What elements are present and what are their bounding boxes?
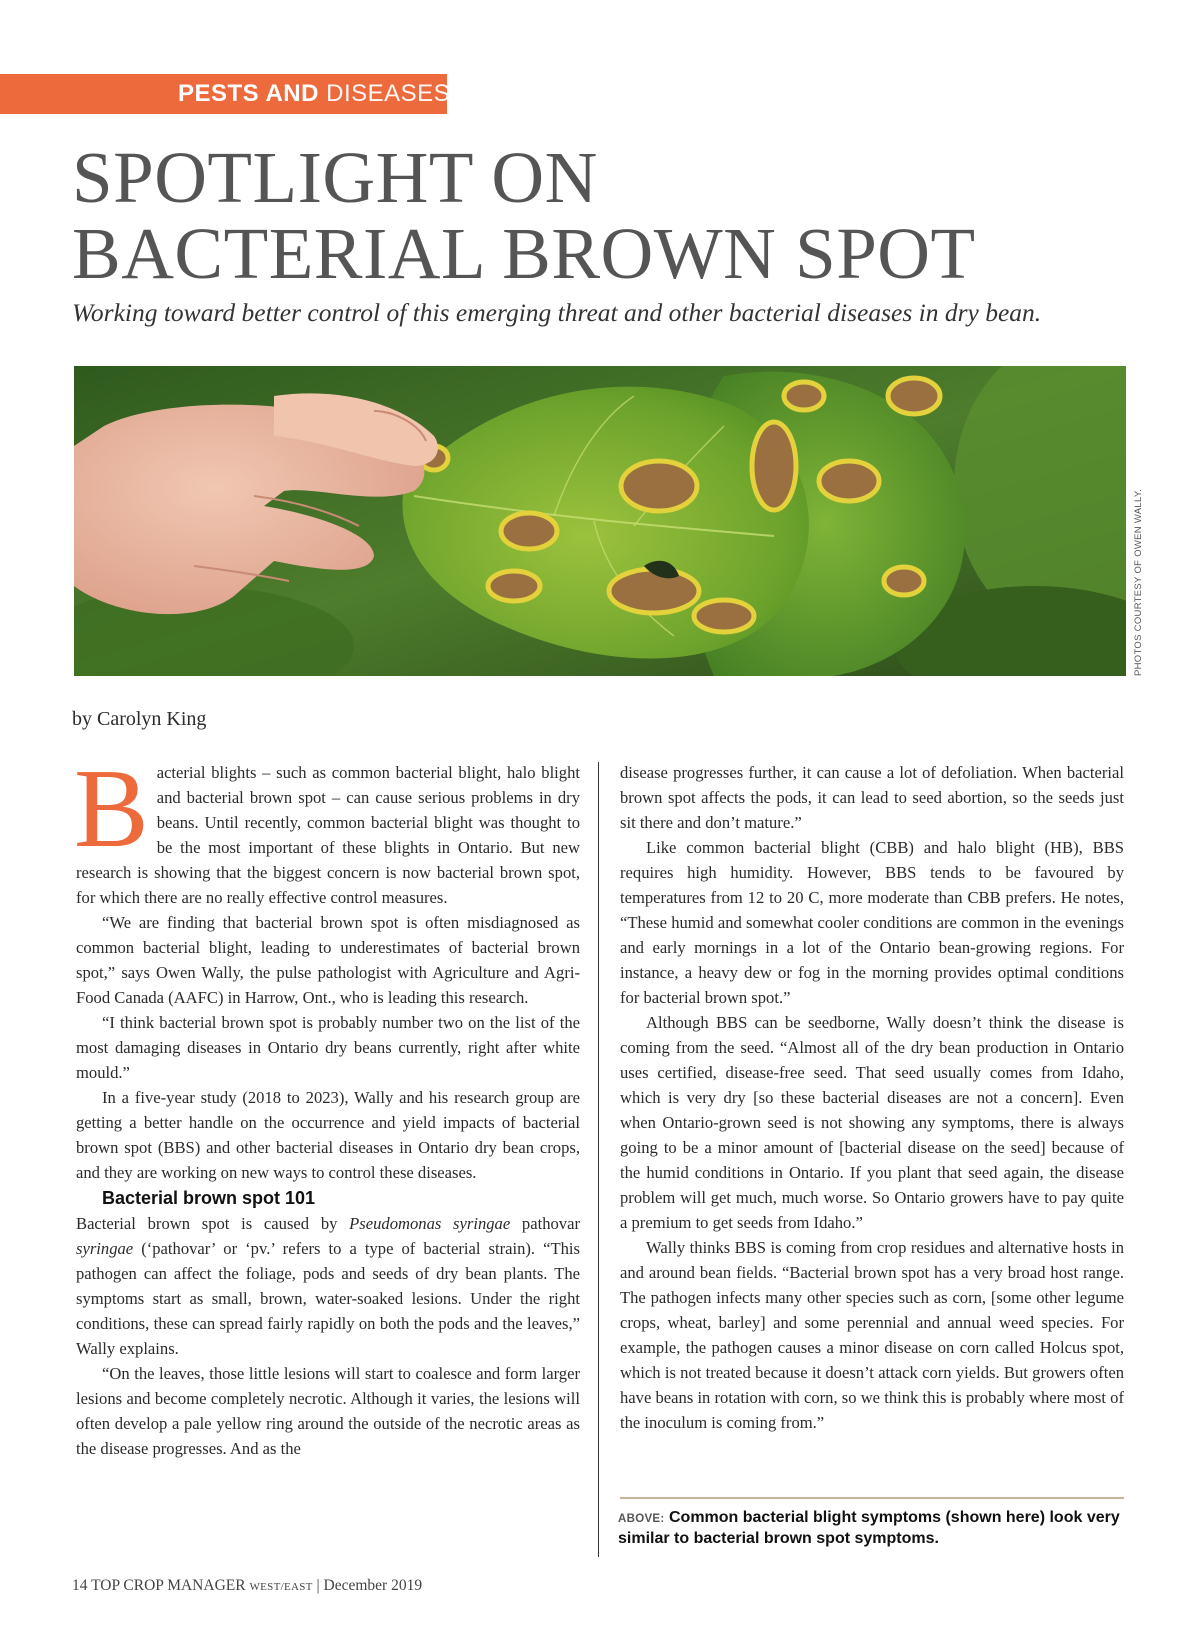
- paragraph-text: pathovar: [510, 1214, 580, 1233]
- paragraph: “We are finding that bacterial brown spot is often misdiagnosed as common bacterial blight, leading to underestimates of bacterial brown spot,” says Owen Wally, the pulse pathologist with Agriculture and Agri-Food Canada (AAFC) in Harrow, Ont., who is leading this research.: [76, 913, 580, 1007]
- page-number: 14: [72, 1577, 88, 1594]
- caption-label: ABOVE:: [618, 1513, 665, 1525]
- photo-credit: PHOTOS COURTESY OF OWEN WALLY.: [1133, 488, 1144, 676]
- section-label-light: DISEASES: [326, 80, 451, 107]
- article-title: [72, 137, 976, 294]
- section-label-bold: PESTS AND: [178, 80, 319, 107]
- article-title-line-2: BACTERIAL BROWN SPOT: [72, 213, 976, 294]
- pathovar-name: syringae: [76, 1239, 134, 1258]
- paragraph: Although BBS can be seedborne, Wally doesn’t think the disease is coming from the seed. “Almost all of the dry bean production in Ontario uses certified, disease-free seed. That seed usually comes from Idaho, which is very dry [so these bacterial diseases are not a concern]. Even when Ontario-grown seed is not showing any symptoms, there is always going to be a minor amount of [bacterial disease on the seed] because of the humid conditions in Ontario. If you plant that seed again, the disease problem will get much, much worse. So Ontario growers have to pay quite a premium to get seeds from Idaho.”: [620, 1013, 1124, 1232]
- species-name: Pseudomonas syringae: [349, 1214, 511, 1233]
- leaf-photo-illustration: [74, 366, 1126, 676]
- article-title-line-1: SPOTLIGHT ON: [72, 137, 598, 218]
- column-divider: [598, 762, 599, 1557]
- article-column-right: [620, 760, 1124, 1435]
- drop-cap: B: [74, 747, 149, 871]
- paragraph: In a five-year study (2018 to 2023), Wally and his research group are getting a better handle on the occurrence and yield impacts of bacterial brown spot (BBS) and other bacterial diseases in Ontario dry bean crops, and they are working on new ways to control these diseases.: [76, 1088, 580, 1182]
- caption-text: Common bacterial blight symptoms (shown here) look very similar to bacterial brown spot symptoms.: [618, 1509, 1120, 1547]
- footer-separator: |: [316, 1577, 320, 1594]
- magazine-name: TOP CROP MANAGER: [91, 1577, 246, 1594]
- section-subheading: Bacterial brown spot 101: [102, 1188, 316, 1208]
- paragraph: disease progresses further, it can cause a lot of defoliation. When bacterial brown spot affects the pods, it can lead to seed abortion, so the seeds just sit there and don’t mature.”: [620, 763, 1124, 832]
- paragraph: [76, 1211, 580, 1361]
- section-banner: [0, 74, 451, 114]
- article-photo: [74, 366, 1126, 676]
- byline: by Carolyn King: [72, 708, 207, 730]
- paragraph: “On the leaves, those little lesions will start to coalesce and form larger lesions and become completely necrotic. Although it varies, the lesions will often develop a pale yellow ring around the outside of the necrotic areas as the disease progresses. And as the: [76, 1364, 580, 1458]
- paragraph: Wally thinks BBS is coming from crop residues and alternative hosts in and around bean fields. “Bacterial brown spot has a very broad host range. The pathogen infects many other species such as corn, [some other legume crops, wheat, barley] and some perennial and annual weed species. For example, the pathogen causes a minor disease on corn called Holcus spot, which is not treated because it doesn’t attack corn yields. But growers often have beans in rotation with corn, so we think this is probably where most of the inoculum is coming from.”: [620, 1238, 1124, 1432]
- issue-date: December 2019: [323, 1577, 423, 1594]
- photo-caption: [618, 1508, 1128, 1549]
- article-column-left: [74, 747, 580, 1461]
- paragraph-text: (‘pathovar’ or ‘pv.’ refers to a type of bacterial strain). “This pathogen can affect the foliage, pods and seeds of dry bean plants. The symptoms start as small, brown, water-soaked lesions. Under the right conditions, these can spread fairly rapidly on both the pods and the leaves,” Wally explains.: [76, 1239, 580, 1358]
- paragraph: “I think bacterial brown spot is probably number two on the list of the most damaging diseases in Ontario dry beans currently, right after white mould.”: [76, 1013, 580, 1082]
- paragraph-text: acterial blights – such as common bacterial blight, halo blight and bacterial brown spot – can cause serious problems in dry beans. Until recently, common bacterial blight was thought to be the most important of these blights in Ontario. But new research is showing that the biggest concern is now bacterial brown spot, for which there are no really effective control measures.: [76, 763, 580, 907]
- paragraph-text: Bacterial brown spot is caused by: [76, 1214, 350, 1233]
- caption-rule: [620, 1497, 1124, 1499]
- paragraph: [74, 747, 580, 910]
- magazine-edition: WEST/EAST: [249, 1581, 313, 1593]
- paragraph: Like common bacterial blight (CBB) and halo blight (HB), BBS requires high humidity. However, BBS tends to be favoured by temperatures from 12 to 20 C, more moderate than CBB prefers. He notes, “These humid and somewhat cooler conditions are common in the evenings and early mornings in a lot of the Ontario bean-growing regions. For instance, a heavy dew or fog in the morning provides optimal conditions for bacterial brown spot.”: [620, 838, 1124, 1007]
- article-subtitle: Working toward better control of this emerging threat and other bacterial diseases in dry bean.: [72, 298, 1042, 327]
- page-footer: [72, 1577, 422, 1595]
